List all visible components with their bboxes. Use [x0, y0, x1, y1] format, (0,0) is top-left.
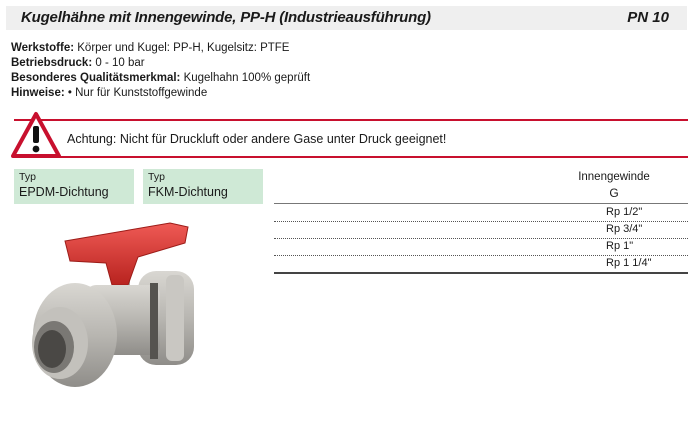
column-fkm: [143, 169, 263, 204]
thread-size: Rp 1": [606, 240, 634, 252]
page-title: Kugelhähne mit Innengewinde, PP-H (Industrieausführung): [21, 9, 431, 26]
info-hinweise: [11, 85, 207, 101]
table-row: [274, 205, 688, 222]
hinweise-label: Hinweise:: [11, 87, 65, 99]
werkstoffe-label: Werkstoffe:: [11, 42, 75, 54]
warning-box: [14, 119, 688, 158]
thread-size: Rp 1 1/4": [606, 257, 652, 269]
column-fkm-label: Typ: [148, 171, 165, 183]
info-werkstoffe: [11, 40, 289, 56]
thread-size: Rp 1/2": [606, 206, 643, 218]
thread-subheader: G: [609, 186, 619, 200]
thread-table: [274, 205, 688, 274]
title-bar: [6, 6, 687, 30]
merkmal-label: Besonderes Qualitätsmerkmal:: [11, 72, 181, 84]
merkmal-value: Kugelhahn 100% geprüft: [183, 72, 311, 84]
info-merkmal: [11, 70, 310, 86]
thread-size: Rp 3/4": [606, 223, 643, 235]
warning-triangle-icon: [10, 111, 62, 161]
table-row: [274, 222, 688, 239]
thread-header: Innengewinde: [578, 171, 650, 183]
ball-valve-image: [20, 205, 230, 415]
column-epdm-label: Typ: [19, 171, 36, 183]
column-epdm: [14, 169, 134, 204]
hinweise-value: • Nur für Kunststoffgewinde: [67, 87, 208, 99]
betriebsdruck-label: Betriebsdruck:: [11, 57, 93, 69]
warning-text: Achtung: Nicht für Druckluft oder andere Gase unter Druck geeignet!: [67, 132, 447, 146]
table-row: [274, 256, 688, 274]
betriebsdruck-value: 0 - 10 bar: [95, 57, 145, 69]
info-betriebsdruck: [11, 55, 145, 71]
table-row: [274, 239, 688, 256]
table-top-rule: [274, 203, 688, 204]
werkstoffe-value: Körper und Kugel: PP-H, Kugelsitz: PTFE: [77, 42, 290, 54]
column-fkm-value: FKM-Dichtung: [148, 185, 228, 199]
column-epdm-value: EPDM-Dichtung: [19, 185, 109, 199]
pressure-rating: PN 10: [627, 9, 669, 26]
